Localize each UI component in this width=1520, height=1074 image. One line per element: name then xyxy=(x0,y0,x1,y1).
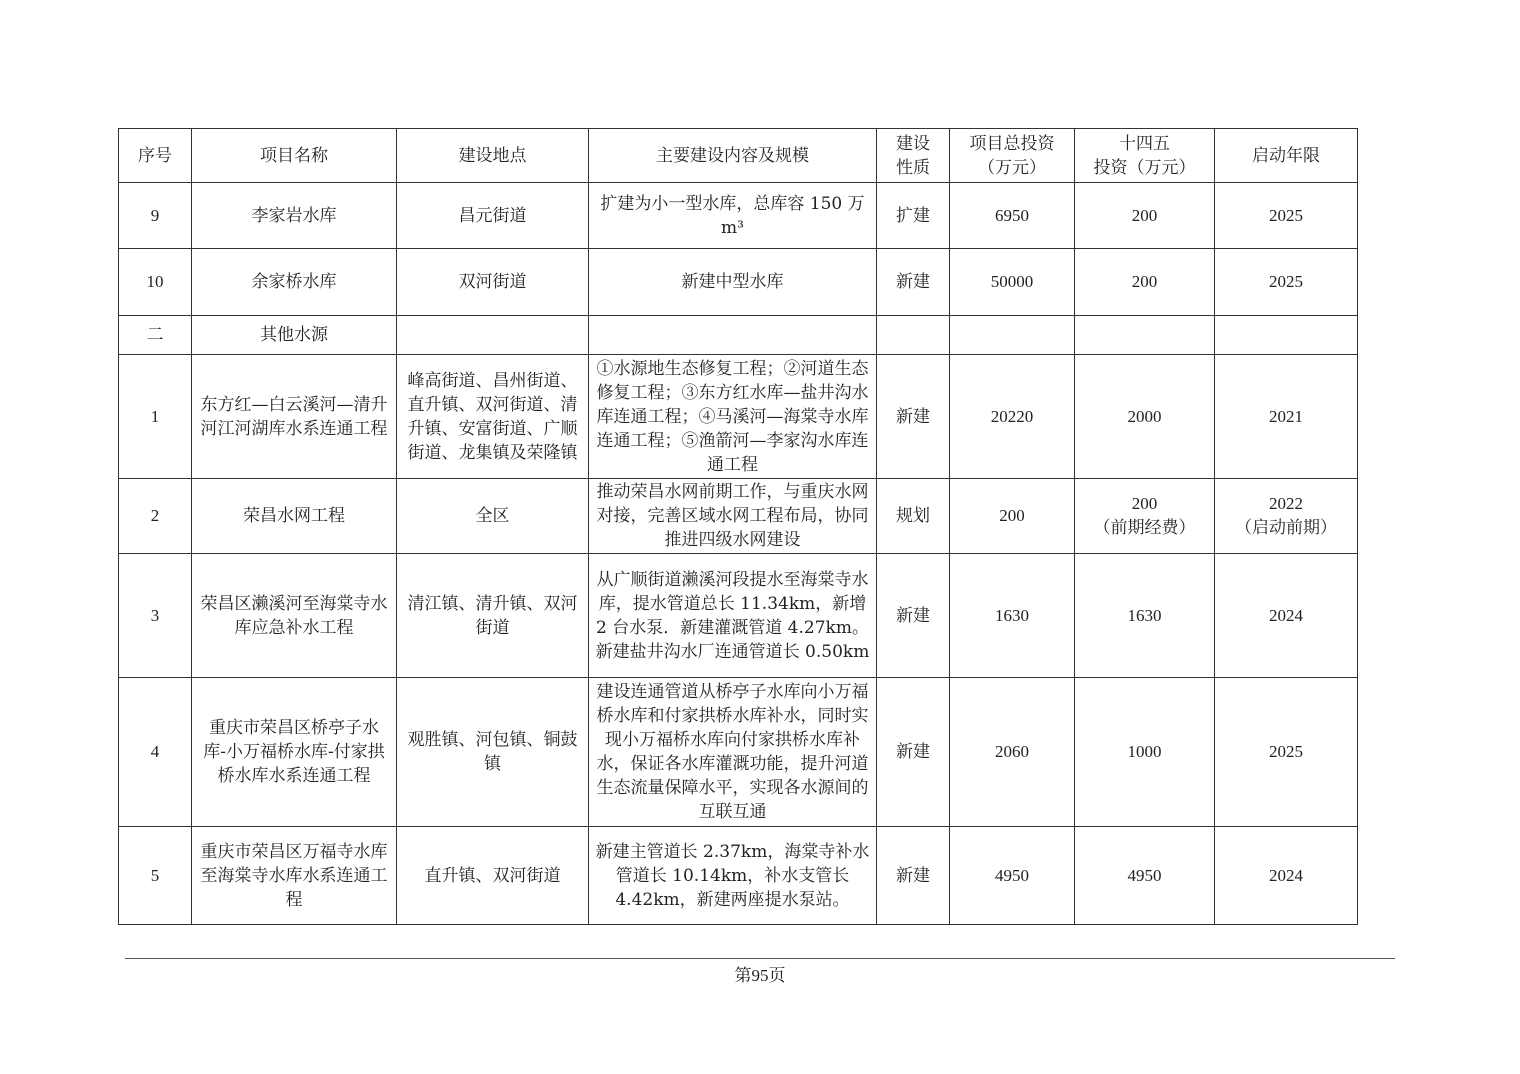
cell-total-investment xyxy=(950,316,1075,355)
table-row xyxy=(119,479,1358,554)
cell-14th-investment: 1630 xyxy=(1075,554,1215,678)
table-row xyxy=(119,355,1358,479)
cell-total-investment: 4950 xyxy=(950,827,1075,925)
cell-location: 清江镇、清升镇、双河街道 xyxy=(397,554,589,678)
cell-total-investment: 200 xyxy=(950,479,1075,554)
cell-14th-investment: 200 （前期经费） xyxy=(1075,479,1215,554)
cell-project-name: 荣昌水网工程 xyxy=(192,479,397,554)
cell-14th-investment: 2000 xyxy=(1075,355,1215,479)
cell-total-investment: 50000 xyxy=(950,249,1075,316)
cell-nature: 新建 xyxy=(877,554,950,678)
cell-start-year: 2025 xyxy=(1215,183,1358,249)
table-row xyxy=(119,827,1358,925)
header-nature: 建设 性质 xyxy=(877,129,950,183)
footer-divider xyxy=(125,958,1395,959)
table-row xyxy=(119,678,1358,827)
cell-seq: 10 xyxy=(119,249,192,316)
cell-nature xyxy=(877,316,950,355)
cell-location: 直升镇、双河街道 xyxy=(397,827,589,925)
cell-project-name: 其他水源 xyxy=(192,316,397,355)
cell-content: 推动荣昌水网前期工作，与重庆水网对接，完善区域水网工程布局，协同推进四级水网建设 xyxy=(589,479,877,554)
cell-14th-investment: 200 xyxy=(1075,249,1215,316)
project-table xyxy=(118,128,1358,925)
cell-content: 扩建为小一型水库，总库容 150 万 m³ xyxy=(589,183,877,249)
cell-seq: 3 xyxy=(119,554,192,678)
cell-content: 新建中型水库 xyxy=(589,249,877,316)
cell-seq: 2 xyxy=(119,479,192,554)
header-seq: 序号 xyxy=(119,129,192,183)
cell-content: 建设连通管道从桥亭子水库向小万福桥水库和付家拱桥水库补水，同时实现小万福桥水库向付家拱桥水库补水，保证各水库灌溉功能，提升河道生态流量保障水平，实现各水源间的互联互通 xyxy=(589,678,877,827)
cell-content: 新建主管道长 2.37km，海棠寺补水管道长 10.14km，补水支管长 4.42km，新建两座提水泵站。 xyxy=(589,827,877,925)
cell-location: 观胜镇、河包镇、铜鼓镇 xyxy=(397,678,589,827)
cell-start-year xyxy=(1215,316,1358,355)
cell-seq: 1 xyxy=(119,355,192,479)
cell-total-investment: 6950 xyxy=(950,183,1075,249)
cell-nature: 扩建 xyxy=(877,183,950,249)
header-location: 建设地点 xyxy=(397,129,589,183)
header-total-investment: 项目总投资 （万元） xyxy=(950,129,1075,183)
cell-nature: 新建 xyxy=(877,827,950,925)
table-row xyxy=(119,183,1358,249)
cell-project-name: 重庆市荣昌区万福寺水库至海棠寺水库水系连通工程 xyxy=(192,827,397,925)
cell-nature: 新建 xyxy=(877,249,950,316)
cell-seq: 9 xyxy=(119,183,192,249)
cell-start-year: 2022 （启动前期） xyxy=(1215,479,1358,554)
cell-content: ①水源地生态修复工程；②河道生态修复工程；③东方红水库—盐井沟水库连通工程；④马溪河—海棠寺水库连通工程；⑤渔箭河—李家沟水库连通工程 xyxy=(589,355,877,479)
cell-content xyxy=(589,316,877,355)
cell-14th-investment: 4950 xyxy=(1075,827,1215,925)
cell-project-name: 荣昌区濑溪河至海棠寺水库应急补水工程 xyxy=(192,554,397,678)
cell-location: 双河街道 xyxy=(397,249,589,316)
header-content-scale: 主要建设内容及规模 xyxy=(589,129,877,183)
cell-start-year: 2025 xyxy=(1215,249,1358,316)
cell-project-name: 重庆市荣昌区桥亭子水库-小万福桥水库-付家拱桥水库水系连通工程 xyxy=(192,678,397,827)
cell-total-investment: 1630 xyxy=(950,554,1075,678)
cell-location xyxy=(397,316,589,355)
header-14th-investment: 十四五 投资（万元） xyxy=(1075,129,1215,183)
cell-start-year: 2025 xyxy=(1215,678,1358,827)
cell-project-name: 东方红—白云溪河—清升河江河湖库水系连通工程 xyxy=(192,355,397,479)
cell-total-investment: 2060 xyxy=(950,678,1075,827)
cell-seq: 4 xyxy=(119,678,192,827)
cell-content: 从广顺街道濑溪河段提水至海棠寺水库，提水管道总长 11.34km，新增 2 台水泵．新建灌溉管道 4.27km。新建盐井沟水厂连通管道长 0.50km xyxy=(589,554,877,678)
cell-nature: 新建 xyxy=(877,678,950,827)
cell-seq: 二 xyxy=(119,316,192,355)
cell-project-name: 李家岩水库 xyxy=(192,183,397,249)
table-row xyxy=(119,554,1358,678)
header-start-year: 启动年限 xyxy=(1215,129,1358,183)
cell-project-name: 余家桥水库 xyxy=(192,249,397,316)
header-project-name: 项目名称 xyxy=(192,129,397,183)
cell-location: 全区 xyxy=(397,479,589,554)
cell-start-year: 2024 xyxy=(1215,827,1358,925)
section-row xyxy=(119,316,1358,355)
table-row xyxy=(119,249,1358,316)
cell-14th-investment xyxy=(1075,316,1215,355)
cell-nature: 新建 xyxy=(877,355,950,479)
table-header-row xyxy=(119,129,1358,183)
cell-location: 昌元街道 xyxy=(397,183,589,249)
cell-14th-investment: 1000 xyxy=(1075,678,1215,827)
cell-nature: 规划 xyxy=(877,479,950,554)
cell-start-year: 2024 xyxy=(1215,554,1358,678)
page-number: 第95页 xyxy=(734,966,786,985)
cell-start-year: 2021 xyxy=(1215,355,1358,479)
cell-seq: 5 xyxy=(119,827,192,925)
cell-total-investment: 20220 xyxy=(950,355,1075,479)
cell-location: 峰高街道、昌州街道、直升镇、双河街道、清升镇、安富街道、广顺街道、龙集镇及荣隆镇 xyxy=(397,355,589,479)
cell-14th-investment: 200 xyxy=(1075,183,1215,249)
